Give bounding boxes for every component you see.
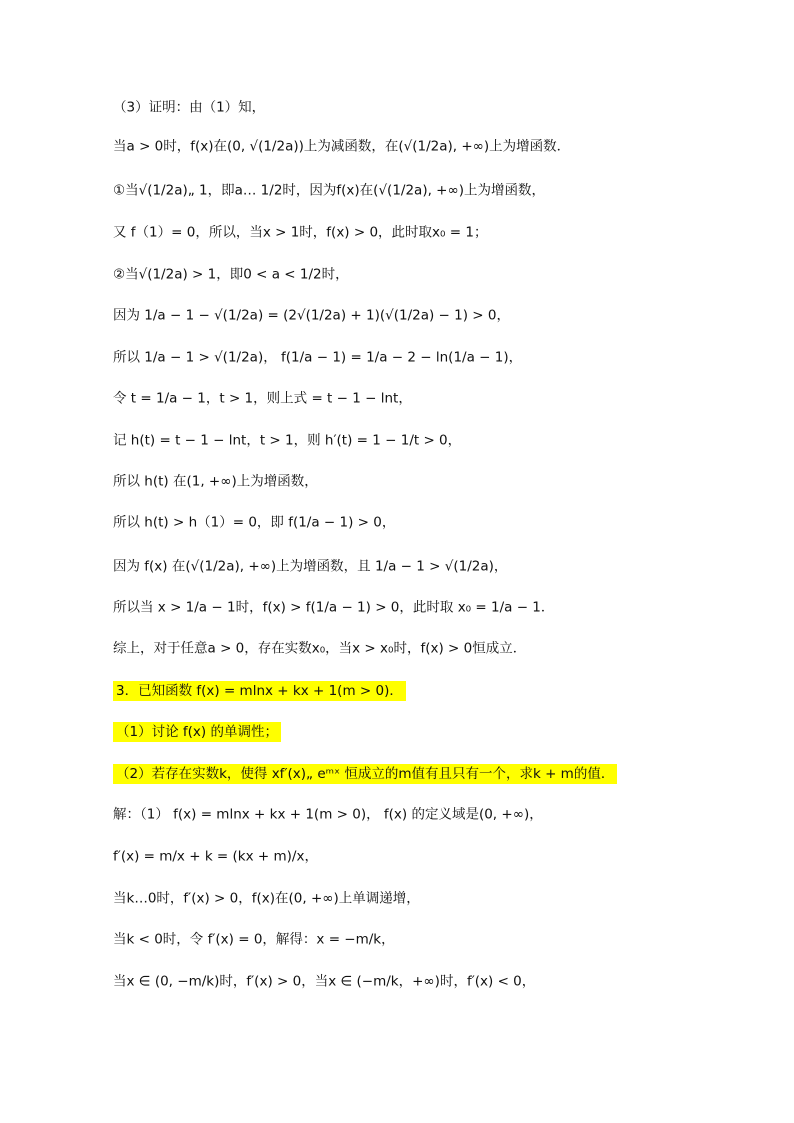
solution-line: 当x ∈ (0, −m/k)时，f′(x) > 0，当x ∈ (−m/k，+∞)时，f′(x) < 0， xyxy=(113,973,536,990)
solution-line: f′(x) = m/x + k = (kx + m)/x， xyxy=(113,848,318,865)
proof-heading: （3）证明：由（1）知， xyxy=(113,99,266,116)
problem-part1: （1）讨论 f(x) 的单调性； xyxy=(113,721,754,742)
proof-line: ①当√(1/2a)„ 1，即a… 1/2时，因为f(x)在(√(1/2a), +∞)上为增函数， xyxy=(113,182,545,199)
solution-line: 解：（1） f(x) = mlnx + kx + 1(m > 0)， f(x) 的定义域是(0, +∞)， xyxy=(113,806,543,823)
proof-line: 因为 1/a − 1 − √(1/2a) = (2√(1/2a) + 1)(√(1/2a) − 1) > 0， xyxy=(113,307,510,324)
proof-line: 所以 h(t) > h（1）= 0，即 f(1/a − 1) > 0， xyxy=(113,514,396,531)
proof-line: 所以 1/a − 1 > √(1/2a)， f(1/a − 1) = 1/a − 2 − ln(1/a − 1)， xyxy=(113,349,523,366)
problem-title: 3．已知函数 f(x) = mlnx + kx + 1(m > 0)． xyxy=(113,680,754,701)
proof-line: 记 h(t) = t − 1 − lnt，t > 1，则 h′(t) = 1 − 1/t > 0， xyxy=(113,432,462,449)
proof-line: 因为 f(x) 在(√(1/2a), +∞)上为增函数，且 1/a − 1 > √(1/2a)， xyxy=(113,558,508,575)
solution-line: 当k…0时，f′(x) > 0，f(x)在(0, +∞)上单调递增， xyxy=(113,890,420,907)
proof-conclusion: 综上，对于任意a > 0，存在实数x₀，当x > x₀时，f(x) > 0恒成立． xyxy=(113,640,527,657)
proof-line: 令 t = 1/a − 1，t > 1，则上式 = t − 1 − lnt， xyxy=(113,390,412,407)
proof-line: 所以 h(t) 在(1, +∞)上为增函数， xyxy=(113,473,318,490)
proof-line: ②当√(1/2a) > 1，即0 < a < 1/2时， xyxy=(113,266,349,283)
proof-line: 当a > 0时，f(x)在(0, √(1/2a))上为减函数，在(√(1/2a), +∞)上为增函数． xyxy=(113,138,571,155)
solution-line: 当k < 0时，令 f′(x) = 0，解得：x = −m/k， xyxy=(113,931,395,948)
proof-line: 所以当 x > 1/a − 1时，f(x) > f(1/a − 1) > 0，此时取 x₀ = 1/a − 1． xyxy=(113,599,555,616)
problem-part2: （2）若存在实数k，使得 xf′(x)„ eᵐˣ 恒成立的m值有且只有一个，求k + m的值． xyxy=(113,763,754,784)
proof-line: 又 f（1）= 0，所以，当x > 1时，f(x) > 0，此时取x₀ = 1； xyxy=(113,224,488,241)
